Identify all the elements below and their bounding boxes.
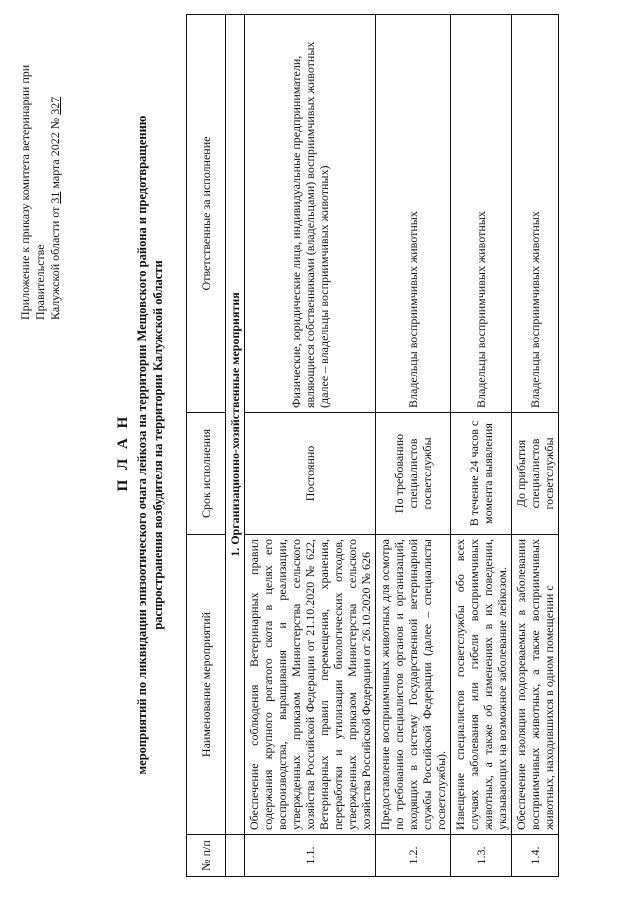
- header-responsible: Ответственные за исполнение: [187, 15, 226, 413]
- table-header-row: [187, 15, 226, 877]
- appendix-line-2: [48, 20, 63, 320]
- row-responsible: Владельцы восприимчивых животных: [512, 15, 559, 413]
- row-name: Обеспечение изоляции подозреваемых в заболевании восприимчивых животных, а также восприимчивых животных, находившихся в одном помещении с: [512, 535, 559, 835]
- row-term: В течение 24 часов с момента выявления: [451, 413, 512, 535]
- row-responsible: Физические, юридические лица, индивидуальные предприниматели, являющиеся собственниками (владельцами) восприимчивых животных (далее – владельцы восприимчивых животных): [245, 15, 376, 413]
- row-responsible: Владельцы восприимчивых животных: [376, 15, 451, 413]
- section-empty-cell: [226, 835, 245, 877]
- row-term: По требованию специалистов госветслужбы: [376, 413, 451, 535]
- appendix-date-month: марта 2022 №: [48, 117, 62, 189]
- appendix-line-1: Приложение к приказу комитета ветеринарии при Правительстве: [18, 64, 47, 320]
- appendix-order-number: 327: [48, 96, 62, 115]
- row-responsible: Владельцы восприимчивых животных: [451, 15, 512, 413]
- appendix-date-day: 31: [48, 191, 62, 204]
- table-row: [451, 15, 512, 877]
- appendix-date-prefix: Калужской области от: [48, 206, 62, 320]
- table-row: [376, 15, 451, 877]
- appendix-note: [18, 20, 63, 320]
- header-term: Срок исполнения: [187, 413, 226, 535]
- row-name: Обеспечение соблюдения Ветеринарных правил содержания крупного рогатого скота в целях его воспроизводства, выращивания и реализации, утвержденных приказом Министерства сельского хозяйства Российской Федерации от 21.10.2020 № 622, Ветеринарных правил перемещения, хранения, переработки и утилизации биологических отходов, утвержденных приказом Министерства сельского хозяйства Российской Федерации от 26.10.2020 № 626: [245, 535, 376, 835]
- row-num: 1.1.: [245, 835, 376, 877]
- row-num: 1.4.: [512, 835, 559, 877]
- section-row: [226, 15, 245, 877]
- row-name: Извещение специалистов госветслужбы обо всех случаях заболевания или гибели восприимчивых животных, а также об изменениях в их поведении, указывающих на возможное заболевание лейкозом.: [451, 535, 512, 835]
- header-num: № п/п: [187, 835, 226, 877]
- document-title: П Л А Н: [115, 413, 131, 492]
- section-title: 1. Организационно-хозяйственные мероприятия: [226, 15, 245, 835]
- row-term: Постоянно: [245, 413, 376, 535]
- header-name: Наименование мероприятий: [187, 535, 226, 835]
- table-row: [245, 15, 376, 877]
- row-name: Предоставление восприимчивых животных для осмотра по требованию специалистов органов и организаций, входящих в систему Государственной ветеринарной службы Российской Федерации (далее – специалисты госветслужбы).: [376, 535, 451, 835]
- table-row: [512, 15, 559, 877]
- plan-table: [186, 14, 559, 877]
- document-subtitle: мероприятий по ликвидации эпизоотического очага лейкоза на территории Мещовского района и предотвращению распространения возбудителя на территории Калужской области: [135, 115, 165, 775]
- row-num: 1.2.: [376, 835, 451, 877]
- row-num: 1.3.: [451, 835, 512, 877]
- row-term: До прибытия специалистов госветслужбы: [512, 413, 559, 535]
